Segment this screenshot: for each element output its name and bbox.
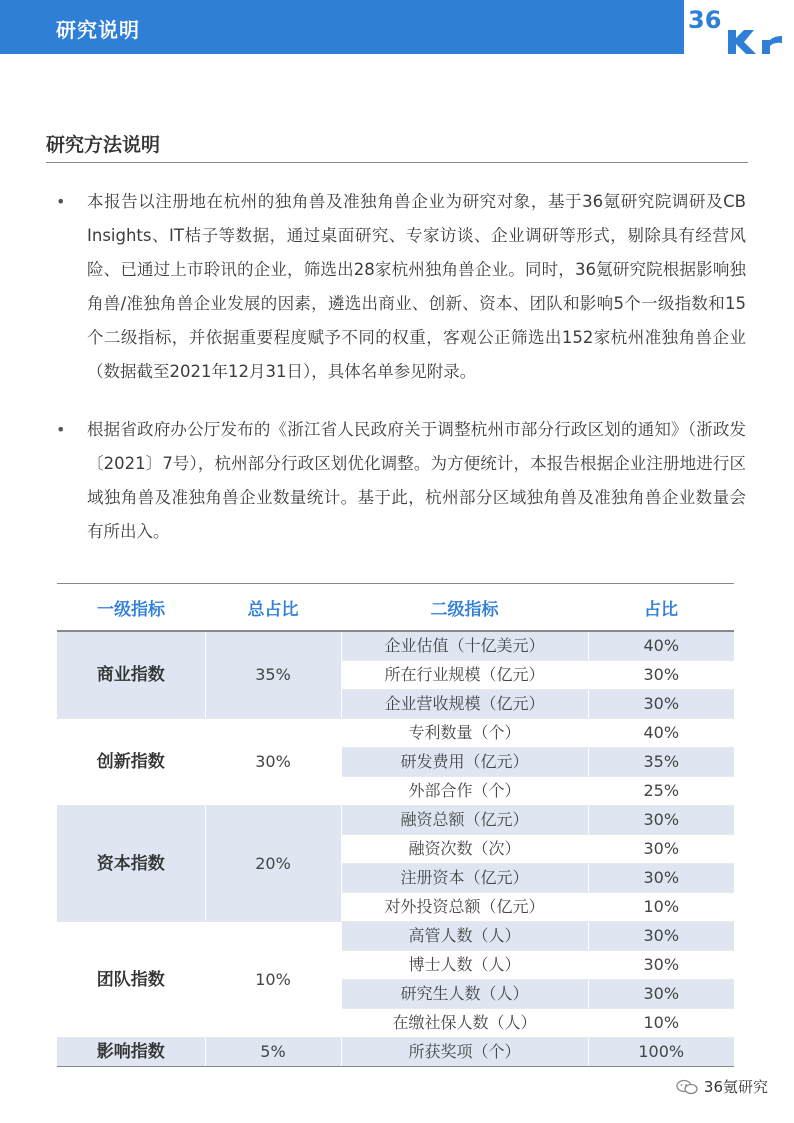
share-value: 30%	[588, 661, 734, 690]
total-share: 10%	[205, 922, 341, 1038]
total-share: 35%	[205, 631, 341, 719]
secondary-indicator: 高管人数（人）	[341, 922, 588, 951]
total-share: 30%	[205, 719, 341, 806]
share-value: 30%	[588, 690, 734, 719]
secondary-indicator: 注册资本（亿元）	[341, 864, 588, 893]
secondary-indicator: 专利数量（个）	[341, 719, 588, 748]
primary-indicator: 团队指数	[57, 922, 205, 1038]
header-title: 研究说明	[56, 18, 140, 42]
secondary-indicator: 所获奖项（个）	[341, 1038, 588, 1067]
secondary-indicator: 所在行业规模（亿元）	[341, 661, 588, 690]
share-value: 30%	[588, 980, 734, 1009]
primary-indicator: 影响指数	[57, 1038, 205, 1067]
secondary-indicator: 研发费用（亿元）	[341, 748, 588, 777]
table-row	[57, 719, 734, 748]
indicator-table-wrap	[57, 583, 734, 1067]
primary-indicator: 商业指数	[57, 631, 205, 719]
table-row	[57, 922, 734, 951]
primary-indicator: 资本指数	[57, 806, 205, 922]
secondary-indicator: 在缴社保人数（人）	[341, 1009, 588, 1038]
secondary-indicator: 企业估值（十亿美元）	[341, 631, 588, 661]
secondary-indicator: 研究生人数（人）	[341, 980, 588, 1009]
col-header-primary: 一级指标	[57, 584, 205, 632]
secondary-indicator: 企业营收规模（亿元）	[341, 690, 588, 719]
page-header	[0, 0, 794, 54]
watermark	[676, 1076, 768, 1097]
indicator-table	[57, 583, 734, 1067]
svg-text:36: 36	[688, 6, 722, 34]
share-value: 25%	[588, 777, 734, 806]
bullet-text: 本报告以注册地在杭州的独角兽及准独角兽企业为研究对象，基于36氪研究院调研及CB Insights、IT桔子等数据，通过桌面研究、专家访谈、企业调研等形式，剔除具有经营风险、已通过上市聆讯的企业，筛选出28家杭州独角兽企业。同时，36氪研究院根据影响独角兽/准独角兽企业发展的因素，遴选出商业、创新、资本、团队和影响5个一级指数和15个二级指标，并依据重要程度赋予不同的权重，客观公正筛选出152家杭州准独角兽企业（数据截至2021年12月31日），具体名单参见附录。	[87, 192, 746, 381]
table-header-row	[57, 584, 734, 632]
share-value: 10%	[588, 1009, 734, 1038]
share-value: 30%	[588, 951, 734, 980]
bullet-list	[56, 185, 746, 573]
col-header-share: 占比	[588, 584, 734, 632]
secondary-indicator: 融资次数（次）	[341, 835, 588, 864]
bullet-dot-icon: •	[56, 420, 66, 439]
share-value: 30%	[588, 864, 734, 893]
col-header-secondary: 二级指标	[341, 584, 588, 632]
secondary-indicator: 博士人数（人）	[341, 951, 588, 980]
share-value: 35%	[588, 748, 734, 777]
secondary-indicator: 外部合作（个）	[341, 777, 588, 806]
table-row	[57, 806, 734, 835]
bullet-item	[56, 185, 746, 389]
total-share: 5%	[205, 1038, 341, 1067]
primary-indicator: 创新指数	[57, 719, 205, 806]
wechat-icon	[676, 1079, 698, 1095]
table-row	[57, 631, 734, 661]
secondary-indicator: 对外投资总额（亿元）	[341, 893, 588, 922]
section-title: 研究方法说明	[46, 134, 161, 156]
share-value: 10%	[588, 893, 734, 922]
table-row	[57, 1038, 734, 1067]
share-value: 100%	[588, 1038, 734, 1067]
secondary-indicator: 融资总额（亿元）	[341, 806, 588, 835]
share-value: 30%	[588, 835, 734, 864]
share-value: 40%	[588, 631, 734, 661]
share-value: 30%	[588, 806, 734, 835]
36kr-logo	[684, 0, 794, 54]
share-value: 40%	[588, 719, 734, 748]
share-value: 30%	[588, 922, 734, 951]
col-header-total-share: 总占比	[205, 584, 341, 632]
bullet-dot-icon: •	[56, 192, 66, 211]
bullet-text: 根据省政府办公厅发布的《浙江省人民政府关于调整杭州市部分行政区划的通知》（浙政发〔2021〕7号），杭州部分行政区划优化调整。为方便统计，本报告根据企业注册地进行区域独角兽及准独角兽企业数量统计。基于此，杭州部分区域独角兽及准独角兽企业数量会有所出入。	[87, 420, 746, 541]
bullet-item	[56, 413, 746, 549]
watermark-text: 36氪研究	[703, 1078, 768, 1096]
section-divider	[46, 162, 748, 163]
total-share: 20%	[205, 806, 341, 922]
